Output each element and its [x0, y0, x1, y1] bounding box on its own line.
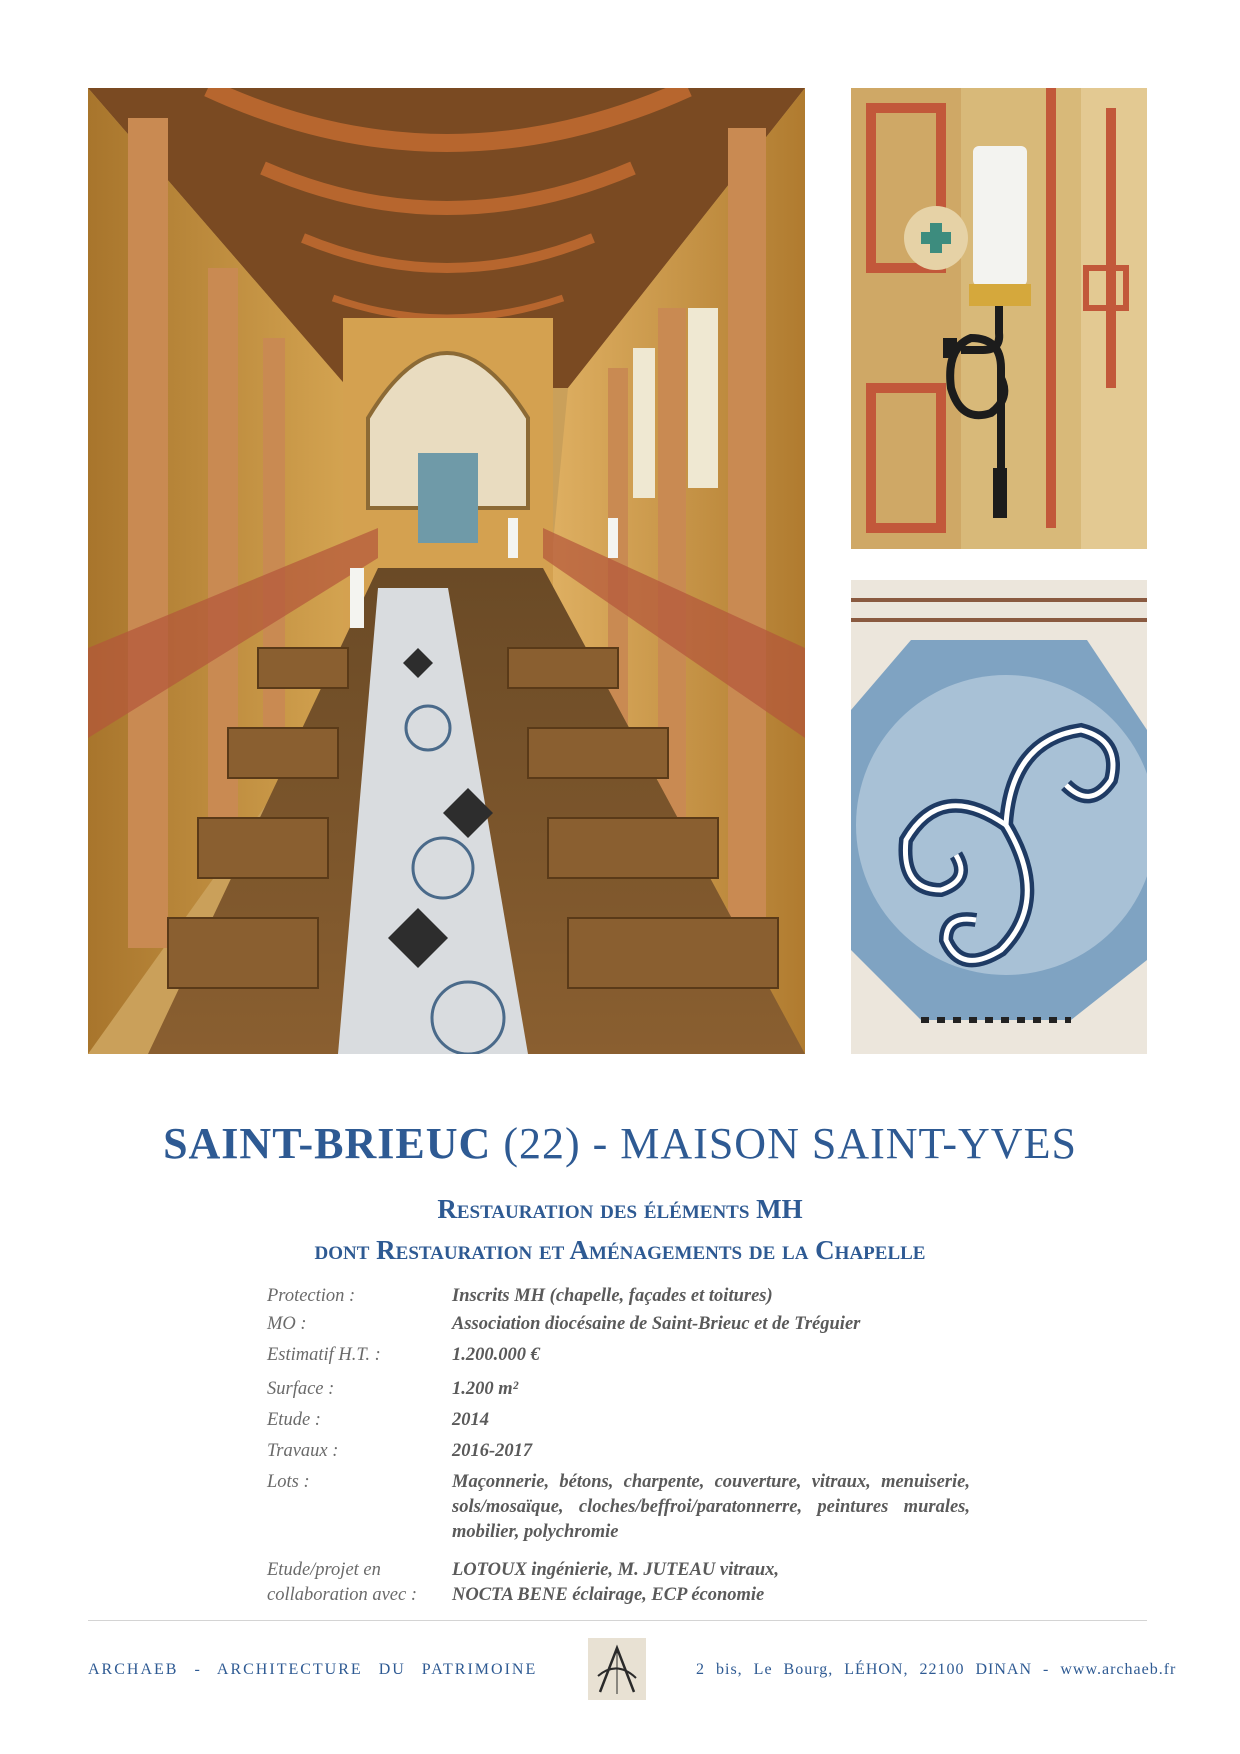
footer-divider — [88, 1620, 1147, 1621]
footer-right-word: Le — [753, 1661, 773, 1678]
info-value: Maçonnerie, bétons, charpente, couverture, vitraux, menuiserie, sols/mosaïque, cloches/beffroi/paratonnerre, peintures murales, mobilier, polychromie — [452, 1472, 970, 1542]
info-label: Estimatif H.T. : — [267, 1345, 381, 1365]
footer-right-word: Bourg, — [783, 1661, 834, 1678]
info-label-line-1: Etude/projet en — [267, 1560, 381, 1580]
footer-right-word: bis, — [716, 1661, 743, 1678]
footer-address — [696, 1661, 1182, 1679]
footer-right-word: 2 — [696, 1661, 705, 1678]
info-label: Protection : — [267, 1286, 356, 1306]
subtitle-line-2: dont Restauration et Aménagements de la Chapelle — [314, 1235, 926, 1265]
info-value: 2014 — [452, 1410, 489, 1430]
footer-right-word: 22100 — [919, 1661, 965, 1678]
info-label-line-2: collaboration avec : — [267, 1585, 418, 1605]
info-label: Etude : — [267, 1410, 321, 1430]
info-value-line-2: NOCTA BENE éclairage, ECP économie — [452, 1585, 765, 1605]
info-label: Lots : — [267, 1472, 310, 1492]
info-label: Travaux : — [267, 1441, 339, 1461]
archaeb-logo-icon — [588, 1638, 646, 1700]
title-place: SAINT-BRIEUC — [163, 1119, 492, 1168]
wall-sconce-photo — [851, 88, 1147, 549]
chapel-nave-photo — [88, 88, 805, 1054]
info-value: 2016-2017 — [452, 1441, 533, 1461]
triskel-mosaic-photo — [851, 580, 1147, 1054]
footer-right-word: DINAN — [975, 1661, 1033, 1678]
info-value-line-1: LOTOUX ingénierie, M. JUTEAU vitraux, — [452, 1560, 780, 1580]
title-separator: - — [592, 1119, 609, 1168]
footer-left-word: PATRIMOINE — [421, 1661, 538, 1678]
footer-left-word: ARCHITECTURE — [216, 1661, 363, 1678]
info-label: MO : — [267, 1314, 307, 1334]
title-building: MAISON SAINT-YVES — [620, 1119, 1077, 1168]
info-value: Inscrits MH (chapelle, façades et toitures) — [452, 1286, 773, 1306]
footer-right-word: LÉHON, — [844, 1661, 909, 1678]
website-link[interactable]: www.archaeb.fr — [1060, 1661, 1177, 1678]
footer-right-word: - — [1043, 1661, 1050, 1678]
info-label — [267, 1558, 447, 1608]
footer-left-word: ARCHAEB — [88, 1661, 179, 1678]
footer-left-word: - — [194, 1661, 202, 1678]
info-value — [452, 1558, 970, 1608]
info-label: Surface : — [267, 1379, 335, 1399]
title-dept: (22) — [503, 1119, 581, 1168]
page-title — [0, 1118, 1240, 1169]
info-value: 1.200 m² — [452, 1379, 519, 1399]
footer-company — [88, 1661, 547, 1679]
info-value: 1.200.000 € — [452, 1345, 540, 1365]
subtitle-line-1: Restauration des éléments MH — [437, 1194, 803, 1224]
footer-left-word: DU — [378, 1661, 406, 1678]
info-value: Association diocésaine de Saint-Brieuc et de Tréguier — [452, 1314, 861, 1334]
